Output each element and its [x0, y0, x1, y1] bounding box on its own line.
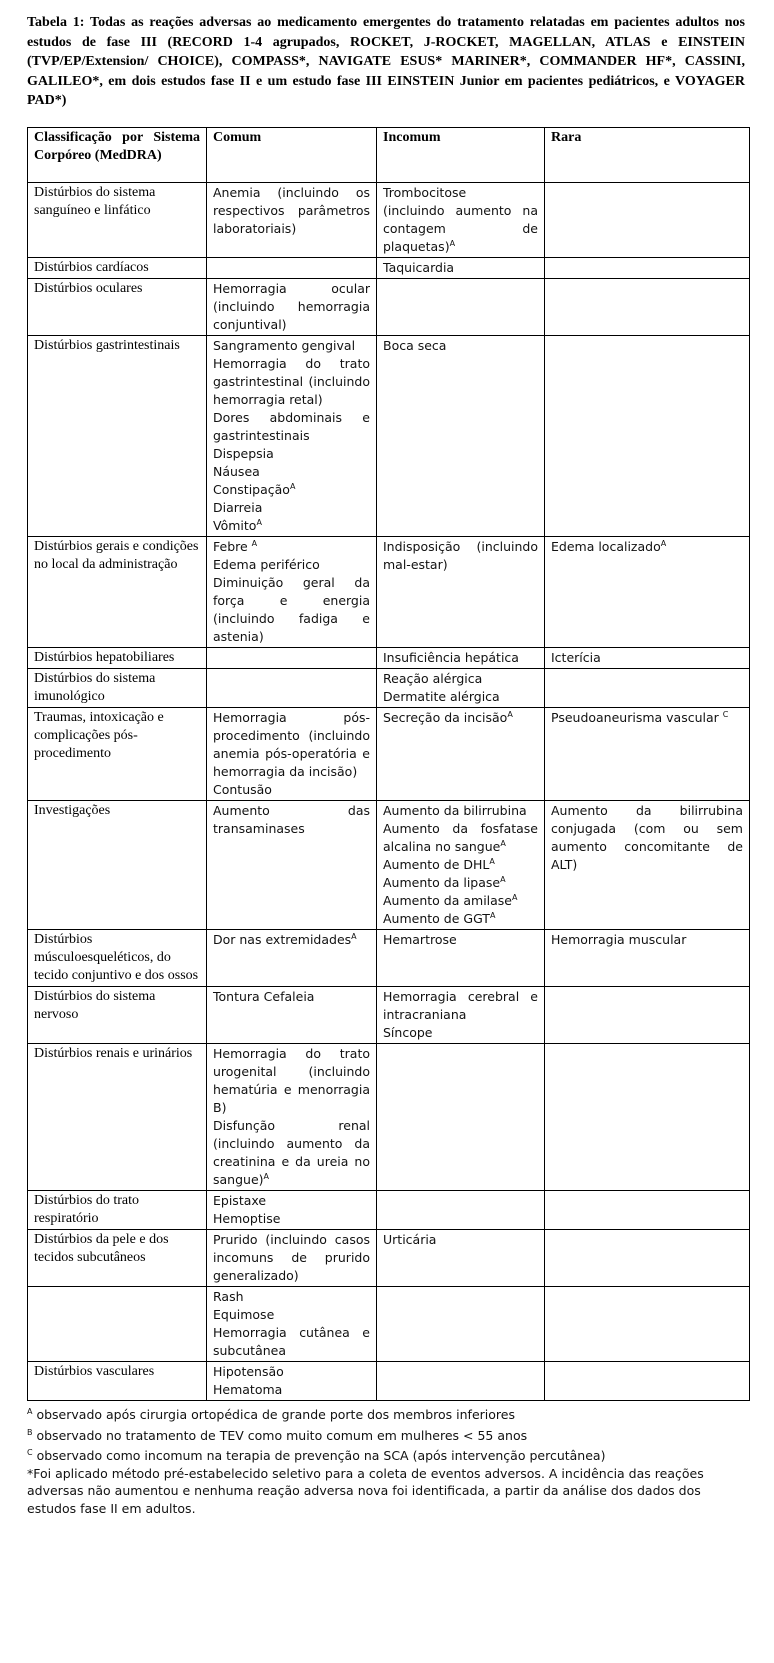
comum-cell — [207, 1044, 377, 1191]
table-header-row — [28, 128, 750, 183]
rara-cell — [545, 987, 750, 1044]
comum-cell — [207, 258, 377, 279]
footnote-text: *Foi aplicado método pré-estabelecido seletivo para a coleta de eventos adversos. A incidência das reações adversas não aumentou e nenhuma reação adversa nova foi identificada, a partir da análise dos dados dos estudos fase II em adultos. — [27, 1465, 704, 1516]
reaction-text: Trombocitose — [383, 185, 467, 200]
footnote-marker: A — [351, 931, 357, 941]
reaction-text: Aumento de GGT — [383, 911, 490, 926]
reaction-entry — [213, 781, 370, 799]
table-row — [28, 669, 750, 708]
incomum-cell — [377, 801, 545, 930]
soc-cell: Distúrbios do trato respiratório — [28, 1191, 207, 1230]
reaction-entry — [383, 1231, 538, 1249]
reaction-text: Dermatite alérgica — [383, 689, 500, 704]
reaction-entry — [213, 1210, 370, 1228]
reaction-text: Aumento da fosfatase alcalina no sangue — [383, 821, 538, 854]
reaction-text: Náusea — [213, 464, 260, 479]
comum-cell — [207, 537, 377, 648]
rara-cell — [545, 1362, 750, 1401]
rara-cell — [545, 183, 750, 258]
reaction-text: Sangramento gengival — [213, 338, 356, 353]
reaction-entry — [551, 931, 743, 949]
reaction-text: Hemorragia cerebral e intracraniana — [383, 989, 538, 1022]
comum-cell — [207, 1230, 377, 1287]
table-row — [28, 1191, 750, 1230]
reaction-entry — [383, 820, 538, 856]
reaction-text: Aumento da bilirrubina conjugada (com ou sem aumento concomitante de ALT) — [551, 803, 743, 872]
footnote-mark: A — [27, 1407, 33, 1416]
reaction-text: Diarreia — [213, 500, 263, 515]
comum-cell — [207, 930, 377, 987]
reaction-entry — [551, 538, 743, 556]
footnote-marker: C — [722, 709, 729, 719]
reaction-entry — [213, 481, 370, 499]
reaction-entry — [213, 1363, 370, 1381]
comum-cell — [207, 648, 377, 669]
footnote-marker: A — [251, 538, 258, 548]
reaction-text: Rash — [213, 1289, 244, 1304]
footnote-marker: A — [512, 892, 518, 902]
reaction-entry — [383, 1024, 538, 1042]
reaction-text: Indisposição (incluindo mal-estar) — [383, 539, 538, 572]
table-row — [28, 537, 750, 648]
reaction-text: Aumento da amilase — [383, 893, 512, 908]
reaction-text: Dores abdominais e gastrintestinais — [213, 410, 370, 443]
reaction-entry — [213, 280, 370, 334]
reaction-text: Taquicardia — [383, 260, 455, 275]
reaction-entry — [213, 355, 370, 409]
reaction-text: Constipação — [213, 482, 290, 497]
soc-cell: Distúrbios da pele e dos tecidos subcutâneos — [28, 1230, 207, 1287]
table-row — [28, 648, 750, 669]
rara-cell — [545, 537, 750, 648]
soc-cell: Distúrbios do sistema imunológico — [28, 669, 207, 708]
rara-cell — [545, 708, 750, 801]
reaction-entry — [383, 709, 538, 727]
incomum-cell — [377, 183, 545, 258]
comum-cell — [207, 279, 377, 336]
incomum-cell — [377, 708, 545, 801]
footnote — [27, 1424, 749, 1445]
footnote-marker: A — [449, 238, 456, 248]
table-row — [28, 279, 750, 336]
reaction-text: Icterícia — [551, 650, 601, 665]
reaction-text: Anemia (incluindo os respectivos parâmetros laboratoriais) — [213, 185, 370, 236]
footnote-marker: A — [256, 517, 262, 527]
reaction-entry — [213, 184, 370, 238]
table-row — [28, 258, 750, 279]
table-row — [28, 1044, 750, 1191]
rara-cell — [545, 1191, 750, 1230]
reaction-text: Hemorragia do trato urogenital (incluindo hematúria e menorragia B) — [213, 1046, 370, 1115]
reaction-entry — [213, 1288, 370, 1306]
rara-cell — [545, 258, 750, 279]
rara-cell — [545, 648, 750, 669]
reaction-entry — [213, 1306, 370, 1324]
rara-cell — [545, 279, 750, 336]
reaction-entry — [383, 892, 538, 910]
reaction-text: Tontura Cefaleia — [213, 989, 315, 1004]
reaction-entry — [551, 649, 743, 667]
footnote-marker: A — [263, 1171, 270, 1181]
reaction-text: Contusão — [213, 782, 272, 797]
reaction-entry — [383, 259, 538, 277]
incomum-cell — [377, 930, 545, 987]
rara-cell — [545, 1044, 750, 1191]
reaction-text: Edema localizado — [551, 539, 661, 554]
reaction-text: Secreção da incisão — [383, 710, 508, 725]
footnote-marker: A — [489, 910, 496, 920]
comum-cell — [207, 1287, 377, 1362]
reaction-entry — [213, 931, 370, 949]
footnote-marker: A — [507, 709, 513, 719]
footnote — [27, 1444, 749, 1465]
table-row — [28, 183, 750, 258]
reaction-entry — [213, 1117, 370, 1189]
comum-cell — [207, 987, 377, 1044]
table-row — [28, 1287, 750, 1362]
reaction-text: Dispepsia — [213, 446, 274, 461]
footnotes — [27, 1403, 749, 1517]
incomum-cell — [377, 1287, 545, 1362]
header-comum: Comum — [207, 128, 377, 183]
reaction-text: Aumento da lipase — [383, 875, 501, 890]
incomum-cell — [377, 336, 545, 537]
soc-cell: Distúrbios gastrintestinais — [28, 336, 207, 537]
soc-cell: Distúrbios oculares — [28, 279, 207, 336]
rara-cell — [545, 930, 750, 987]
reaction-text: Prurido (incluindo casos incomuns de prurido generalizado) — [213, 1232, 370, 1283]
reaction-text: Epistaxe — [213, 1193, 267, 1208]
soc-cell: Traumas, intoxicação e complicações pós-procedimento — [28, 708, 207, 801]
footnote-text: observado no tratamento de TEV como muito comum em mulheres < 55 anos — [32, 1427, 528, 1443]
table-row — [28, 708, 750, 801]
incomum-cell — [377, 987, 545, 1044]
footnote-text: observado após cirurgia ortopédica de grande porte dos membros inferiores — [32, 1407, 515, 1423]
reaction-entry — [383, 670, 538, 688]
soc-cell: Distúrbios cardíacos — [28, 258, 207, 279]
rara-cell — [545, 1287, 750, 1362]
footnote-marker: A — [489, 856, 495, 866]
reaction-text: Hemartrose — [383, 932, 457, 947]
footnote-mark: C — [27, 1448, 33, 1458]
incomum-cell — [377, 279, 545, 336]
reaction-entry — [213, 802, 370, 838]
reaction-entry — [383, 184, 538, 202]
reaction-text: Febre — [213, 539, 252, 554]
table-row — [28, 1362, 750, 1401]
reaction-text: Aumento da bilirrubina — [383, 803, 527, 818]
reaction-entry — [213, 556, 370, 574]
footnote — [27, 1403, 749, 1424]
reaction-text: Hemorragia pós-procedimento (incluindo anemia pós-operatória e hemorragia da incisão) — [213, 710, 370, 779]
reaction-text: Hemorragia cutânea e subcutânea — [213, 1325, 370, 1358]
reaction-entry — [213, 409, 370, 445]
reaction-text: Hemoptise — [213, 1211, 281, 1226]
header-incomum: Incomum — [377, 128, 545, 183]
header-soc: Classificação por Sistema Corpóreo (MedDRA) — [28, 128, 207, 183]
incomum-cell — [377, 648, 545, 669]
reaction-text: Dor nas extremidades — [213, 932, 352, 947]
reaction-text: Síncope — [383, 1025, 433, 1040]
comum-cell — [207, 1191, 377, 1230]
incomum-cell — [377, 1230, 545, 1287]
table-row — [28, 801, 750, 930]
reaction-text: Hipotensão — [213, 1364, 284, 1379]
reaction-entry — [213, 709, 370, 781]
reaction-text: Hematoma — [213, 1382, 283, 1397]
reaction-text: Equimose — [213, 1307, 275, 1322]
comum-cell — [207, 669, 377, 708]
soc-cell: Distúrbios do sistema nervoso — [28, 987, 207, 1044]
table-body — [28, 183, 750, 1401]
table-row — [28, 987, 750, 1044]
reaction-text: Boca seca — [383, 338, 447, 353]
soc-cell: Distúrbios hepatobiliares — [28, 648, 207, 669]
comum-cell — [207, 801, 377, 930]
rara-cell — [545, 336, 750, 537]
reaction-text: Aumento de DHL — [383, 857, 490, 872]
reaction-entry — [383, 688, 538, 706]
footnote — [27, 1465, 749, 1518]
reaction-entry — [213, 337, 370, 355]
incomum-cell — [377, 258, 545, 279]
footnote-marker: A — [500, 874, 506, 884]
incomum-cell — [377, 669, 545, 708]
reaction-entry — [213, 517, 370, 535]
reaction-entry — [383, 202, 538, 256]
incomum-cell — [377, 537, 545, 648]
incomum-cell — [377, 1191, 545, 1230]
reaction-text: Vômito — [213, 518, 257, 533]
rara-cell — [545, 1230, 750, 1287]
rara-cell — [545, 669, 750, 708]
reaction-text: Reação alérgica — [383, 671, 483, 686]
soc-cell: Distúrbios renais e urinários — [28, 1044, 207, 1191]
reaction-entry — [213, 574, 370, 646]
incomum-cell — [377, 1044, 545, 1191]
reaction-entry — [383, 538, 538, 574]
comum-cell — [207, 1362, 377, 1401]
incomum-cell — [377, 1362, 545, 1401]
reaction-entry — [383, 910, 538, 928]
reaction-entry — [383, 856, 538, 874]
reaction-entry — [551, 802, 743, 874]
soc-cell — [28, 1287, 207, 1362]
reaction-text: Hemorragia ocular (incluindo hemorragia conjuntival) — [213, 281, 370, 332]
reaction-text: Edema periférico — [213, 557, 320, 572]
soc-cell: Investigações — [28, 801, 207, 930]
reaction-text: Urticária — [383, 1232, 437, 1247]
header-rara: Rara — [545, 128, 750, 183]
footnote-text: observado como incomum na terapia de prevenção na SCA (após intervenção percutânea) — [32, 1448, 606, 1464]
rara-cell — [545, 801, 750, 930]
reaction-entry — [213, 538, 370, 556]
reaction-entry — [213, 1192, 370, 1210]
reaction-text: Hemorragia muscular — [551, 932, 687, 947]
reaction-entry — [213, 988, 370, 1006]
reaction-text: Hemorragia do trato gastrintestinal (incluindo hemorragia retal) — [213, 356, 370, 407]
reaction-entry — [383, 931, 538, 949]
reaction-entry — [213, 499, 370, 517]
reaction-entry — [551, 709, 743, 727]
soc-cell: Distúrbios vasculares — [28, 1362, 207, 1401]
footnote-marker: A — [660, 538, 667, 548]
reaction-entry — [213, 1045, 370, 1117]
footnote-marker: A — [289, 481, 296, 491]
footnote-marker: A — [500, 838, 506, 848]
reaction-entry — [383, 988, 538, 1024]
reaction-entry — [383, 337, 538, 355]
reaction-text: (incluindo aumento na contagem de plaquetas) — [383, 203, 538, 254]
table-row — [28, 1230, 750, 1287]
soc-cell: Distúrbios gerais e condições no local da administração — [28, 537, 207, 648]
reaction-entry — [383, 802, 538, 820]
table-row — [28, 336, 750, 537]
footnote-mark: B — [27, 1427, 33, 1437]
reaction-entry — [383, 649, 538, 667]
reaction-text: Diminuição geral da força e energia (incluindo fadiga e astenia) — [213, 575, 370, 644]
comum-cell — [207, 708, 377, 801]
table-caption: Tabela 1: Todas as reações adversas ao medicamento emergentes do tratamento relatadas em pacientes adultos nos estudos de fase III (RECORD 1-4 agrupados, ROCKET, J-ROCKET, MAGELLAN, ATLAS e EINSTEIN (TVP/EP/Extension/ CHOICE), COMPASS*, NAVIGATE ESUS* MARINER*, COMMANDER HF*, CASSINI, GALILEO*, em dois estudos fase II e um estudo fase III EINSTEIN Junior em pacientes pediátricos, e VOYAGER PAD*) — [27, 15, 745, 108]
reaction-entry — [213, 445, 370, 463]
reaction-text: Insuficiência hepática — [383, 650, 519, 665]
adverse-reactions-table — [27, 127, 750, 1401]
reaction-text: Pseudoaneurisma vascular — [551, 710, 723, 725]
reaction-entry — [213, 1381, 370, 1399]
comum-cell — [207, 183, 377, 258]
soc-cell: Distúrbios músculoesqueléticos, do tecido conjuntivo e dos ossos — [28, 930, 207, 987]
reaction-entry — [213, 1231, 370, 1285]
reaction-entry — [213, 463, 370, 481]
reaction-text: Disfunção renal (incluindo aumento da creatinina e da ureia no sangue) — [213, 1118, 370, 1187]
soc-cell: Distúrbios do sistema sanguíneo e linfático — [28, 183, 207, 258]
comum-cell — [207, 336, 377, 537]
table-row — [28, 930, 750, 987]
reaction-entry — [213, 1324, 370, 1360]
reaction-text: Aumento das transaminases — [213, 803, 370, 836]
reaction-entry — [383, 874, 538, 892]
